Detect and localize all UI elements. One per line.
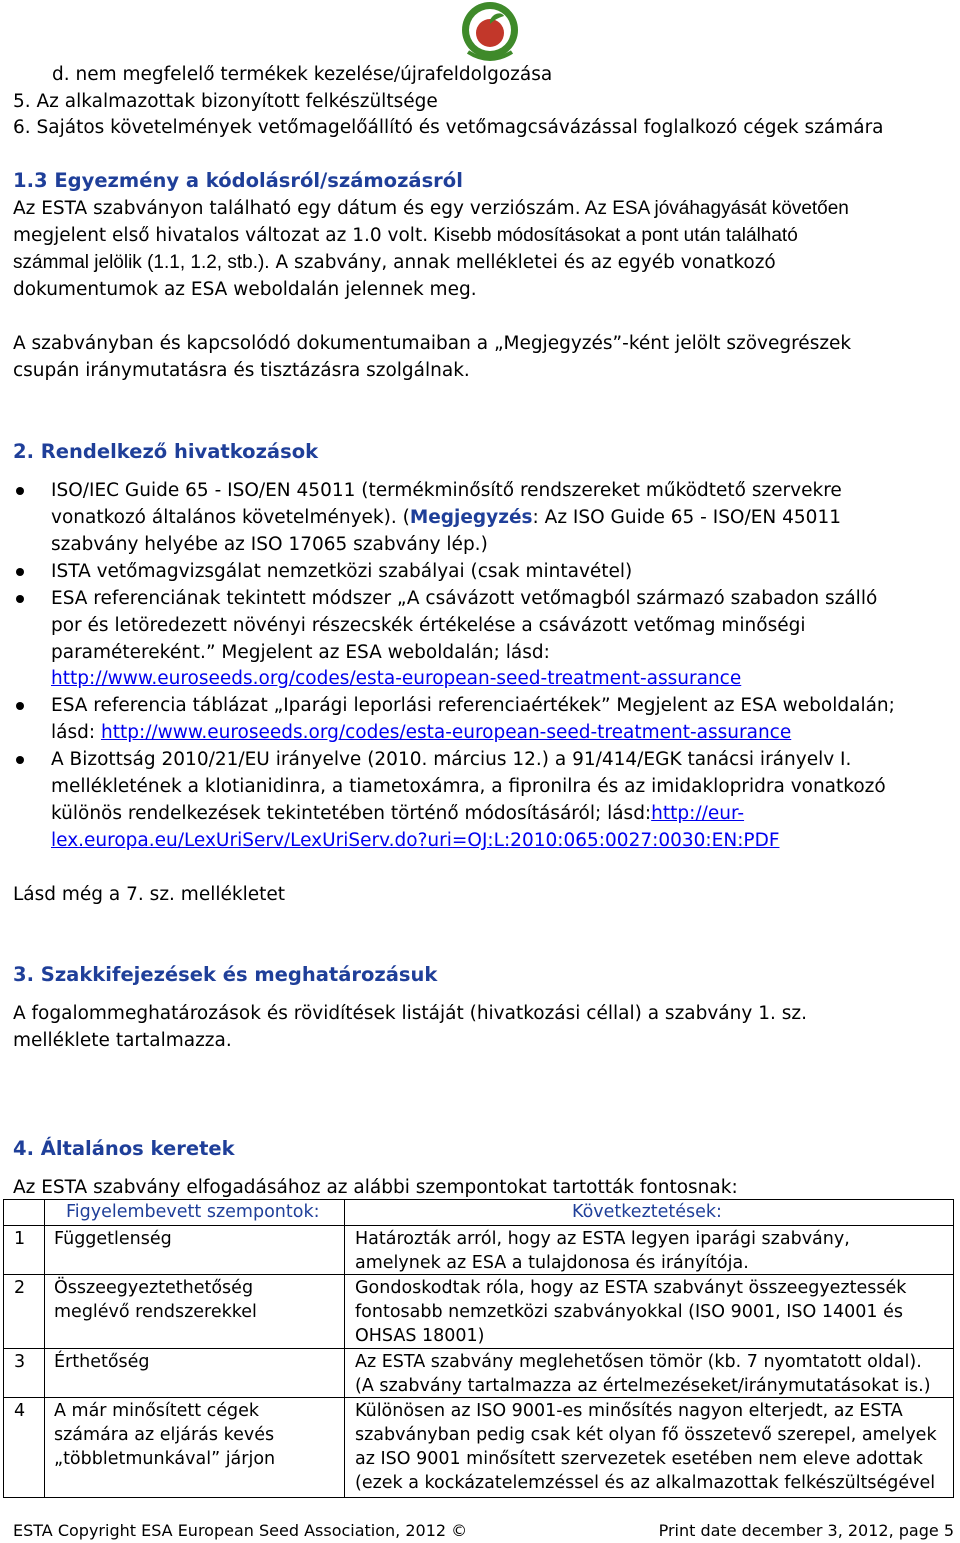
list-item-6: 6. Sajátos követelmények vetőmagelőállító és vetőmagcsávázással foglalkozó cégek számára	[13, 117, 884, 138]
s2-b5-line3	[51, 803, 744, 824]
s2-b1-line1: ISO/IEC Guide 65 - ISO/EN 45011 (termékminősítő rendszereket működtető szervekre	[51, 480, 842, 501]
footer-copyright: ESTA Copyright ESA European Seed Association, 2012 ©	[13, 1521, 468, 1540]
table-row-right: amelynek az ESA a tulajdonosa és irányítója.	[355, 1253, 749, 1273]
s2-b5-line1: A Bizottság 2010/21/EU irányelve (2010. március 12.) a 91/414/EGK tanácsi irányelv I.	[51, 749, 852, 770]
table-header-right: Következtetések:	[572, 1202, 722, 1222]
table-row-right: fontosabb nemzetközi szabványokkal (ISO 9001, ISO 14001 és	[355, 1302, 903, 1322]
s2-b2-line1: ISTA vetőmagvizsgálat nemzetközi szabályai (csak mintavétel)	[51, 561, 633, 582]
s2-b5-line4	[51, 830, 779, 851]
table-row-divider	[4, 1225, 953, 1226]
s13-p1-line4: dokumentumok az ESA weboldalán jelennek meg.	[13, 279, 477, 300]
s2-b1-line3: szabvány helyébe az ISO 17065 szabvány lép.)	[51, 534, 488, 555]
section-4-title	[13, 1137, 235, 1160]
table-row-right: Különösen az ISO 9001-es minősítés nagyon elterjedt, az ESTA	[355, 1401, 903, 1421]
s2-b1-line2a: vonatkozó általános követelmények). (	[51, 507, 410, 528]
section-1-3-title: 1.3 Egyezmény a kódolásról/számozásról	[13, 169, 463, 192]
table-row-left: A már minősített cégek	[54, 1401, 260, 1421]
section-2-title	[13, 440, 318, 463]
s13-p1-line1b-text: Az ESA jóváhagyását követően	[580, 198, 849, 219]
table-row-right: Az ESTA szabvány meglehetősen tömör (kb. 7 nyomtatott oldal).	[355, 1352, 922, 1372]
s13-p1-line2	[13, 225, 798, 247]
s3-p-line1: A fogalommeghatározások és rövidítések listáját (hivatkozási céllal) a szabvány 1. sz.	[13, 1003, 807, 1024]
euroseeds-link-1[interactable]: http://www.euroseeds.org/codes/esta-european-seed-treatment-assurance	[51, 668, 742, 689]
s2-b1-line2b: : Az ISO Guide 65 - ISO/EN 45011	[532, 507, 841, 528]
section-4-number: 4.	[13, 1137, 34, 1160]
bullet-icon	[16, 568, 24, 576]
s2-b4-line2	[51, 722, 791, 743]
section-2-number: 2.	[13, 440, 34, 463]
bullet-icon	[16, 756, 24, 764]
bullet-icon	[16, 702, 24, 710]
s13-p1-line2a-text: megjelent első hivatalos változat az 1.0 volt.	[13, 225, 429, 246]
section-3-title	[13, 963, 437, 986]
table-row-right: szabványban pedig csak két olyan fő összetevő szerepel, amelyek	[355, 1425, 937, 1445]
euroseeds-link-2[interactable]: http://www.euroseeds.org/codes/esta-european-seed-treatment-assurance	[100, 722, 792, 743]
s13-p2-line1: A szabványban és kapcsolódó dokumentumaiban a „Megjegyzés”-ként jelölt szövegrészek	[13, 333, 852, 354]
section-4-text: Általános keretek	[40, 1137, 235, 1160]
table-row-right: az ISO 9001 minősített szervezetek esetében nem eleve adottak	[355, 1449, 923, 1469]
s13-p1-line1-text: Az ESTA szabványon található egy dátum és egy verziószám.	[13, 198, 581, 219]
table-row-left: Érthetőség	[54, 1352, 150, 1372]
s13-p1-line3a-text: számmal jelölik (1.1, 1.2, stb.).	[13, 252, 270, 273]
table-row-right: (A szabvány tartalmazza az értelmezéseket/iránymutatásokat is.)	[355, 1376, 931, 1396]
table-row-right: Határozták arról, hogy az ESTA legyen iparági szabvány,	[355, 1229, 850, 1249]
table-row-right: OHSAS 18001)	[355, 1326, 485, 1346]
eurlex-link-part2[interactable]: lex.europa.eu/LexUriServ/LexUriServ.do?uri=OJ:L:2010:065:0027:0030:EN:PDF	[51, 830, 780, 851]
table-row-left: számára az eljárás kevés	[54, 1425, 275, 1445]
s2-b5-line2: mellékletének a klotianidinra, a tiametoxámra, a fipronilra és az imidaklopridra vonatkozó	[51, 776, 886, 797]
section-3-text: Szakkifejezések és meghatározásuk	[40, 963, 438, 986]
table-row-left: Összeegyeztethetőség	[54, 1278, 254, 1298]
table-row-right: Gondoskodtak róla, hogy az ESTA szabványt összeegyeztessék	[355, 1278, 907, 1298]
table-row-num: 1	[14, 1229, 26, 1249]
table-row-num: 3	[14, 1352, 26, 1372]
s2-b4-line2a: lásd:	[51, 722, 101, 743]
footer-print-date: Print date december 3, 2012, page 5	[658, 1521, 954, 1540]
s2-b3-line1: ESA referenciának tekintett módszer „A csávázott vetőmagból származó szabadon szálló	[51, 588, 878, 609]
eurlex-link-part1[interactable]: http://eur-	[651, 803, 745, 824]
s13-p1-line3b-text: A szabvány, annak mellékletei és az egyéb vonatkozó	[269, 252, 776, 273]
s2-note-label: Megjegyzés	[409, 507, 533, 528]
table-row-left: Függetlenség	[54, 1229, 172, 1249]
see-also-text: Lásd még a 7. sz. mellékletet	[13, 884, 285, 905]
s13-p1-line1	[13, 198, 849, 220]
s4-intro: Az ESTA szabvány elfogadásához az alábbi szempontokat tartották fontosnak:	[13, 1177, 738, 1198]
table-row-left: „többletmunkával” járjon	[54, 1449, 276, 1469]
s3-p-line2: melléklete tartalmazza.	[13, 1030, 232, 1051]
s13-p1-line2b-text: Kisebb módosításokat a pont után található	[428, 225, 798, 246]
s13-p1-line3	[13, 252, 776, 274]
bullet-icon	[16, 487, 24, 495]
criteria-table	[3, 1199, 954, 1498]
section-2-text: Rendelkező hivatkozások	[40, 440, 319, 463]
bullet-icon	[16, 595, 24, 603]
s2-b1-line2	[51, 507, 841, 528]
table-row-num: 4	[14, 1401, 26, 1421]
s2-b3-line3: paramétereként.” Megjelent az ESA weboldalán; lásd:	[51, 642, 550, 663]
s2-b5-line3a: különös rendelkezések tekintetében történő módosításáról; lásd:	[51, 803, 652, 824]
s13-p2-line2: csupán iránymutatásra és tisztázásra szolgálnak.	[13, 360, 470, 381]
section-3-number: 3.	[13, 963, 34, 986]
protect-seed-logo	[458, 0, 522, 64]
list-item-d: d. nem megfelelő termékek kezelése/újrafeldolgozása	[52, 64, 553, 85]
s2-b4-line1: ESA referencia táblázat „Iparági leporlási referenciaértékek” Megjelent az ESA weboldalán;	[51, 695, 895, 716]
table-row-left: meglévő rendszerekkel	[54, 1302, 257, 1322]
s2-b3-line2: por és letöredezett növényi részecskék értékelése a csávázott vetőmag minőségi	[51, 615, 806, 636]
table-row-num: 2	[14, 1278, 26, 1298]
list-item-5: 5. Az alkalmazottak bizonyított felkészültsége	[13, 91, 438, 112]
s2-b3-link[interactable]	[51, 668, 741, 689]
table-row-right: (ezek a kockázatelemzéssel és az alkalmazottak felkészültségével	[355, 1473, 936, 1493]
table-header-left: Figyelembevett szempontok:	[66, 1202, 320, 1222]
